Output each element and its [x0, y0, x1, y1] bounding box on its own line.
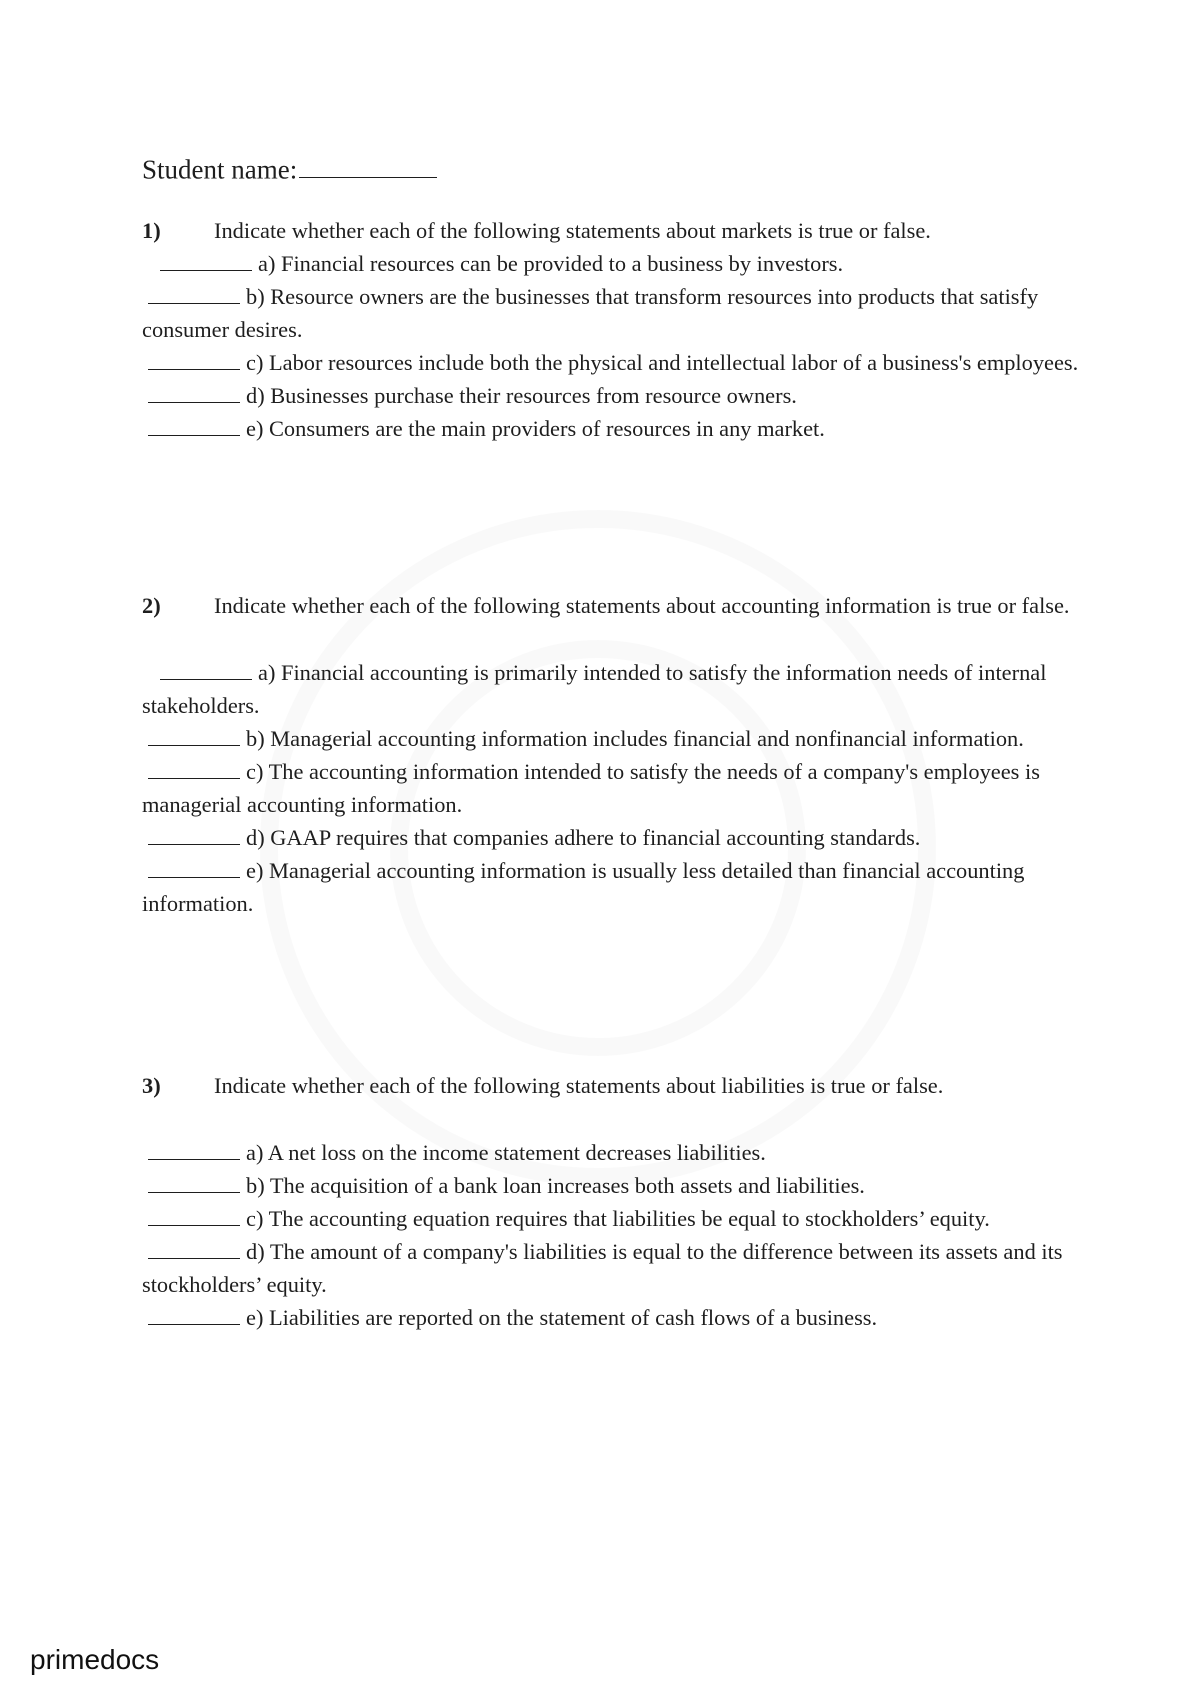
statement-text: d) The amount of a company's liabilities is equal to the difference between its assets and its stockholders’ equity. [142, 1239, 1063, 1297]
statement-text: e) Liabilities are reported on the statement of cash flows of a business. [246, 1305, 878, 1330]
answer-blank[interactable] [160, 248, 252, 271]
answer-blank[interactable] [148, 347, 240, 370]
question-text: Indicate whether each of the following statements about accounting information is true or false. [214, 593, 1070, 618]
statement [142, 346, 1082, 379]
answer-blank[interactable] [148, 855, 240, 878]
statement-text: b) Resource owners are the businesses that transform resources into products that satisfy consumer desires. [142, 284, 1039, 342]
statement [142, 412, 1082, 445]
statement [142, 1202, 1082, 1235]
statement [142, 1301, 1082, 1334]
statement-text: e) Consumers are the main providers of resources in any market. [246, 416, 825, 441]
statement-text: a) A net loss on the income statement decreases liabilities. [246, 1140, 766, 1165]
statement-text: a) Financial accounting is primarily intended to satisfy the information needs of internal stakeholders. [142, 660, 1047, 718]
statement [142, 722, 1082, 755]
brand-logo-text: primedocs [30, 1644, 160, 1675]
answer-blank[interactable] [148, 380, 240, 403]
student-name-blank[interactable] [299, 153, 437, 178]
answer-blank[interactable] [148, 756, 240, 779]
answer-blank[interactable] [148, 1236, 240, 1259]
student-name-label: Student name: [142, 154, 298, 185]
answer-blank[interactable] [148, 723, 240, 746]
statement [142, 755, 1082, 821]
question-3 [142, 1069, 1082, 1334]
question-prompt [142, 214, 1082, 247]
statement [142, 1169, 1082, 1202]
statement [142, 821, 1082, 854]
question-number: 3) [142, 1073, 161, 1098]
answer-blank[interactable] [160, 657, 252, 680]
statement [142, 656, 1082, 722]
statement [142, 280, 1082, 346]
statement-text: c) The accounting information intended to satisfy the needs of a company's employees is managerial accounting information. [142, 759, 1040, 817]
statement-text: d) Businesses purchase their resources from resource owners. [246, 383, 797, 408]
answer-blank[interactable] [148, 1170, 240, 1193]
statement-text: e) Managerial accounting information is usually less detailed than financial accounting information. [142, 858, 1025, 916]
statement-text: b) The acquisition of a bank loan increases both assets and liabilities. [246, 1173, 865, 1198]
answer-blank[interactable] [148, 1137, 240, 1160]
student-name-field [142, 153, 437, 185]
question-1 [142, 214, 1082, 445]
answer-blank[interactable] [148, 281, 240, 304]
answer-blank[interactable] [148, 822, 240, 845]
statement [142, 854, 1082, 920]
answer-blank[interactable] [148, 413, 240, 436]
statement-text: a) Financial resources can be provided to a business by investors. [258, 251, 844, 276]
question-number: 1) [142, 218, 161, 243]
question-text: Indicate whether each of the following statements about markets is true or false. [214, 218, 931, 243]
statement [142, 247, 1082, 280]
answer-blank[interactable] [148, 1203, 240, 1226]
statement-text: d) GAAP requires that companies adhere to financial accounting standards. [246, 825, 921, 850]
statement [142, 379, 1082, 412]
answer-blank[interactable] [148, 1302, 240, 1325]
statement-text: c) Labor resources include both the physical and intellectual labor of a business's employees. [246, 350, 1079, 375]
question-prompt [142, 589, 1082, 622]
statement-text: c) The accounting equation requires that liabilities be equal to stockholders’ equity. [246, 1206, 990, 1231]
question-2 [142, 589, 1082, 920]
question-text: Indicate whether each of the following statements about liabilities is true or false. [214, 1073, 944, 1098]
statement [142, 1136, 1082, 1169]
statement-text: b) Managerial accounting information includes financial and nonfinancial information. [246, 726, 1024, 751]
question-number: 2) [142, 593, 161, 618]
question-prompt [142, 1069, 1082, 1102]
statement [142, 1235, 1082, 1301]
